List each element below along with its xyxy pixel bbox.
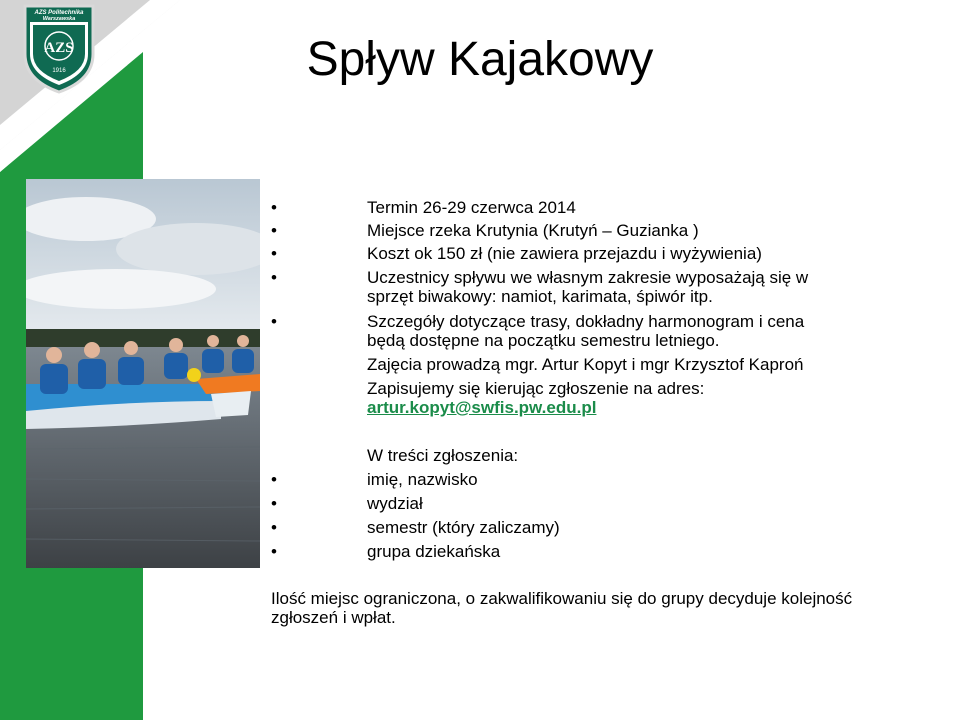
- bullet-marker: •: [271, 518, 277, 537]
- list-item-name: imię, nazwisko: [367, 470, 478, 489]
- slide-title: Spływ Kajakowy: [306, 33, 654, 86]
- bullet-marker: •: [271, 221, 277, 240]
- list-item-faculty: wydział: [367, 494, 423, 513]
- bullet-marker: •: [271, 312, 277, 331]
- bullet-marker: •: [271, 268, 277, 287]
- list-item-equipment: Uczestnicy spływu we własnym zakresie wyposażają się w: [367, 268, 809, 287]
- footer-note: Ilość miejsc ograniczona, o zakwalifikowaniu się do grupy decyduje kolejność zgłoszeń i wpłat.: [271, 589, 853, 627]
- list-item-cost: Koszt ok 150 zł (nie zawiera przejazdu i wyżywienia): [367, 244, 762, 263]
- signup-line: Zapisujemy się kierując zgłoszenie na adres:: [367, 379, 705, 398]
- kayak-photo: [26, 179, 260, 568]
- list-item-details-cont: będą dostępne na początku semestru letniego.: [367, 331, 720, 350]
- svg-text:AZS Politechnika: AZS Politechnika: [34, 10, 84, 16]
- svg-text:Warszawska: Warszawska: [42, 16, 76, 22]
- bullet-marker: •: [271, 542, 277, 561]
- list-item-equipment-cont: sprzęt biwakowy: namiot, karimata, śpiwór itp.: [367, 287, 713, 306]
- application-content-heading: W treści zgłoszenia:: [367, 446, 519, 465]
- list-item-semester: semestr (który zaliczamy): [367, 518, 560, 537]
- bullet-marker: •: [271, 494, 277, 513]
- azs-logo-icon: [21, 2, 97, 94]
- bullet-marker: •: [271, 470, 277, 489]
- instructors-line: Zajęcia prowadzą mgr. Artur Kopyt i mgr Krzysztof Kaproń: [367, 355, 804, 374]
- bullet-marker: •: [271, 198, 277, 217]
- list-item-details: Szczegóły dotyczące trasy, dokładny harmonogram i cena: [367, 312, 805, 331]
- email-link[interactable]: artur.kopyt@swfis.pw.edu.pl: [367, 398, 597, 417]
- list-item-group: grupa dziekańska: [367, 542, 501, 561]
- bullet-marker: •: [271, 244, 277, 263]
- svg-text:1916: 1916: [52, 68, 66, 74]
- svg-text:AZS: AZS: [44, 40, 74, 56]
- email-line: [367, 398, 596, 417]
- list-item-place: Miejsce rzeka Krutynia (Krutyń – Guzianka ): [367, 221, 699, 240]
- list-item-date: Termin 26-29 czerwca 2014: [367, 198, 576, 217]
